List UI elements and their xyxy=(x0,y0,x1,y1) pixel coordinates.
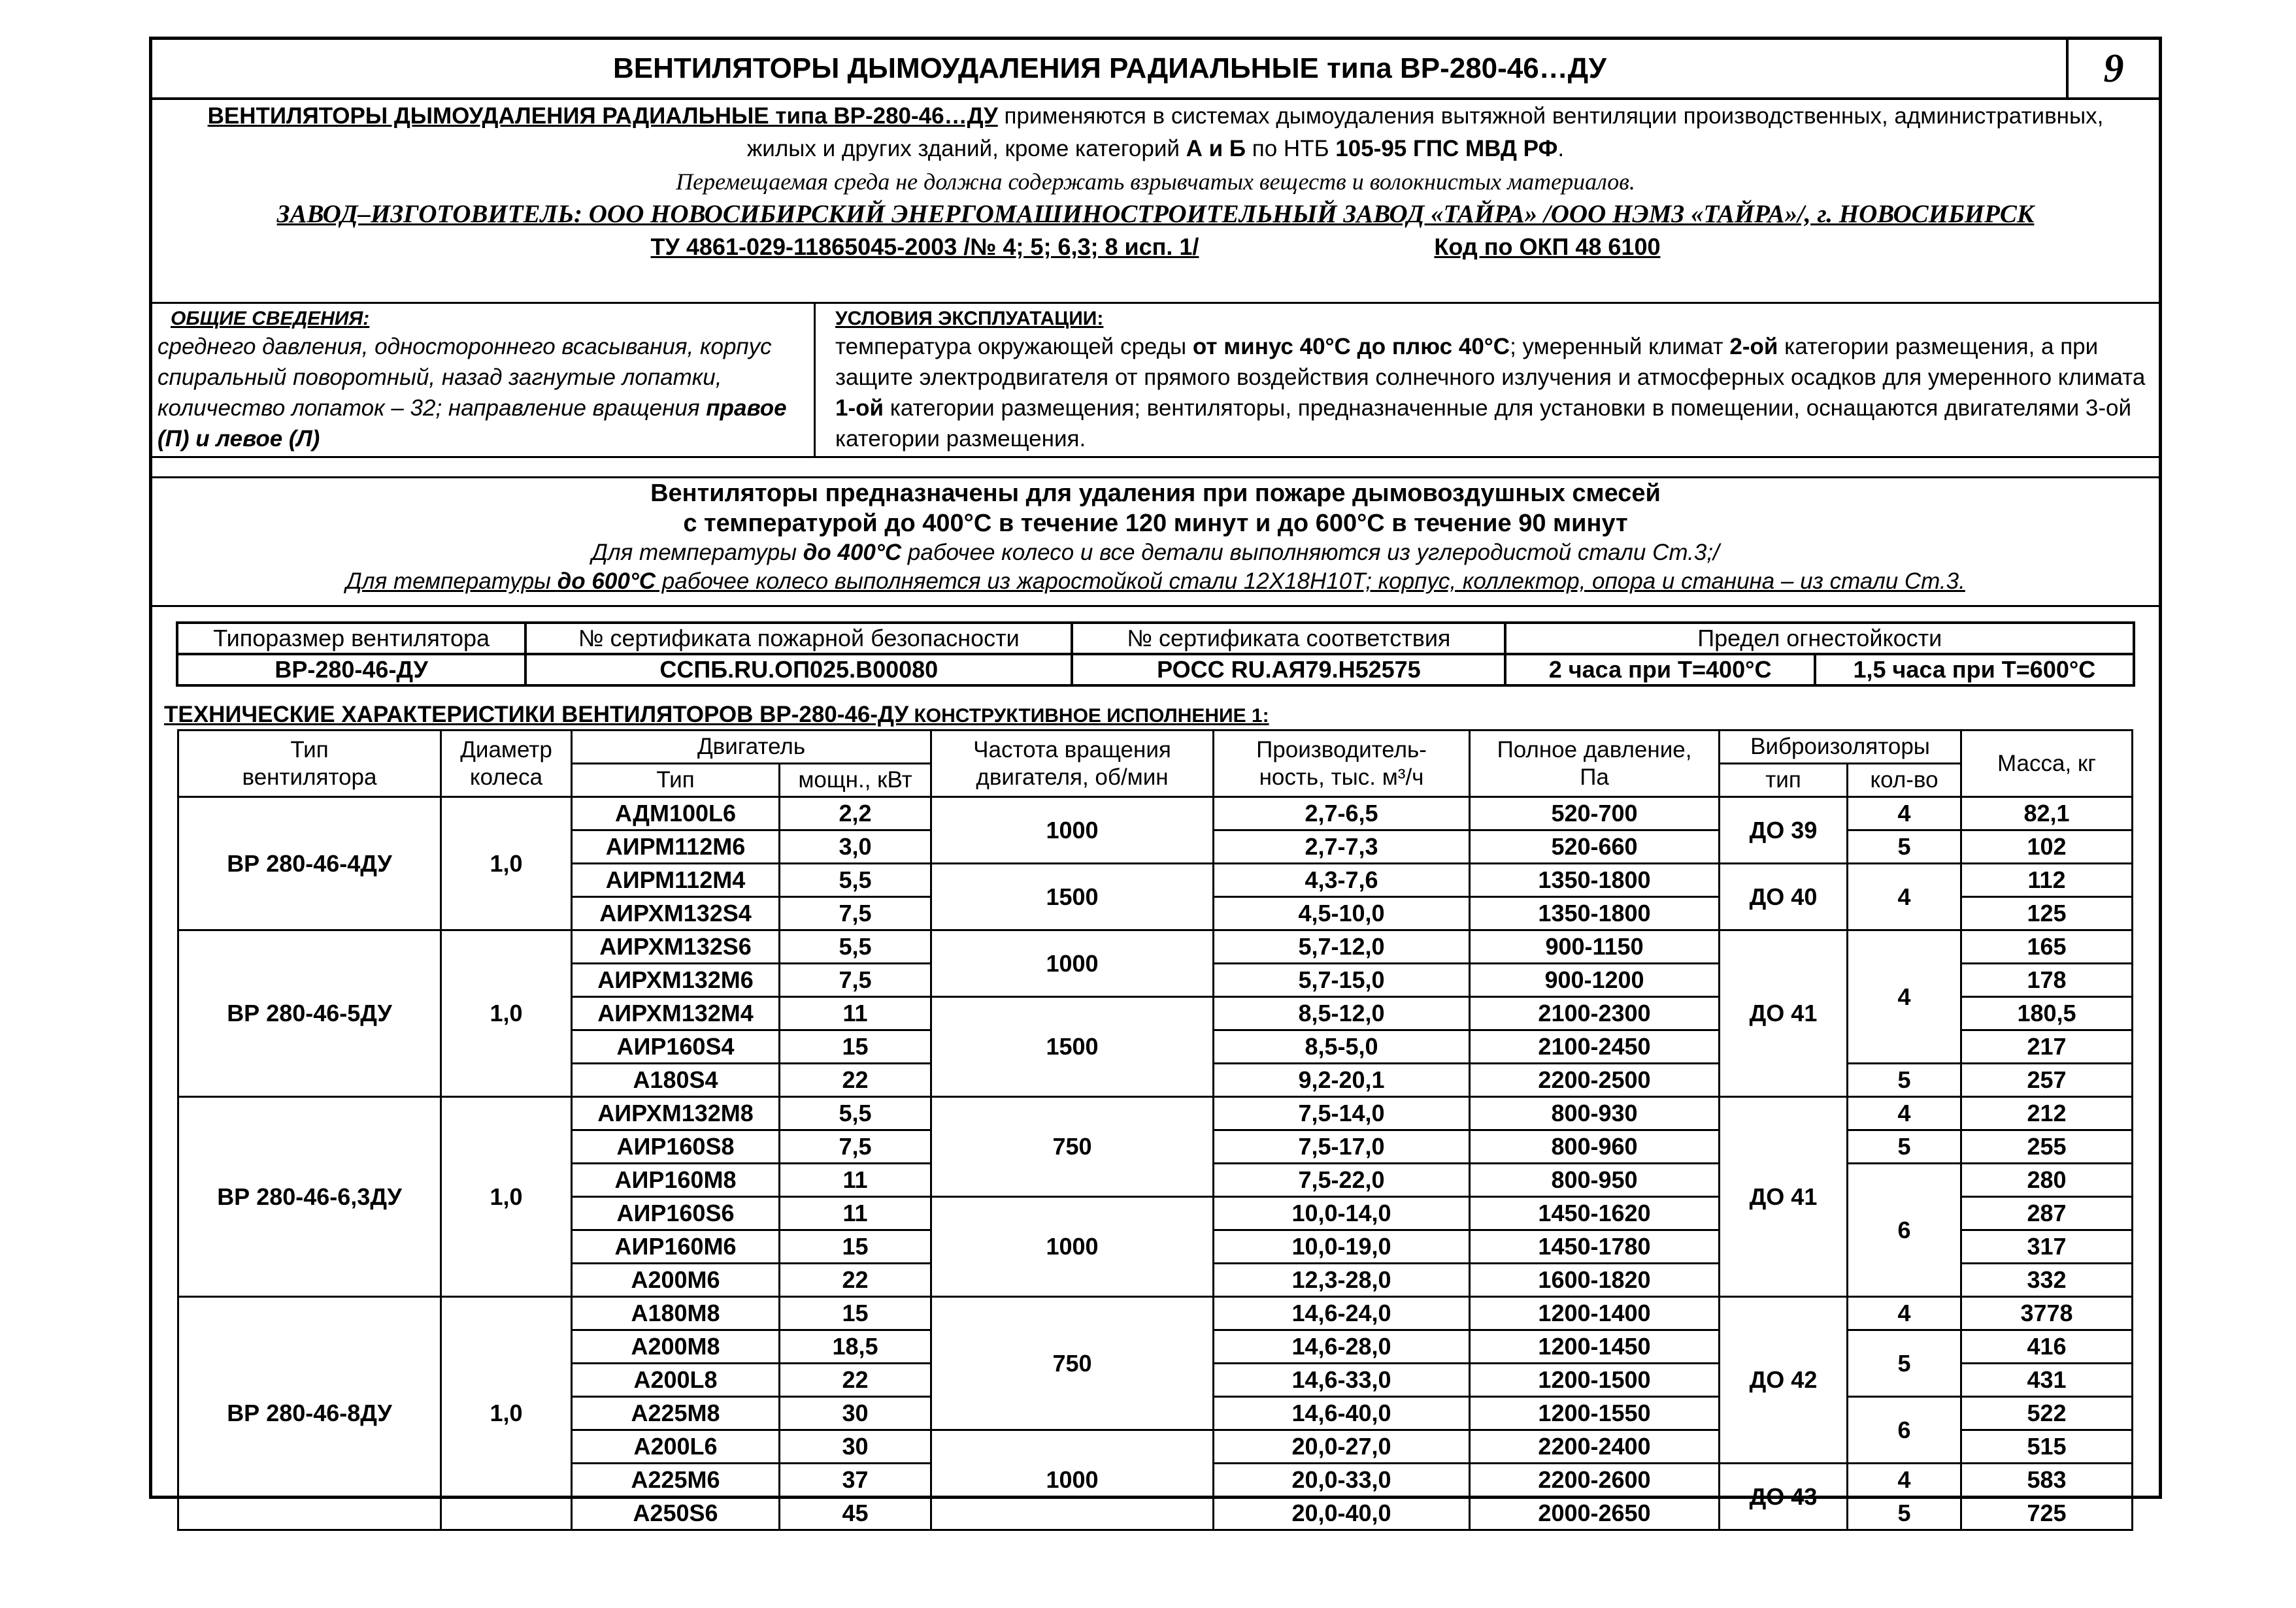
power-cell: 22 xyxy=(780,1264,931,1297)
power-cell: 11 xyxy=(780,1197,931,1230)
motor-cell: АИРХМ132М4 xyxy=(572,997,780,1030)
power-cell: 15 xyxy=(780,1297,931,1330)
motor-cell: А200М6 xyxy=(572,1264,780,1297)
col-mass: Масса, кг xyxy=(1961,730,2133,797)
power-cell: 30 xyxy=(780,1430,931,1464)
general-info xyxy=(158,306,811,454)
intro-text-b: по НТБ xyxy=(1246,136,1336,161)
power-cell: 22 xyxy=(780,1364,931,1397)
mass-cell: 725 xyxy=(1961,1497,2133,1530)
spec-title-suffix: КОНСТРУКТИВНОЕ ИСПОЛНЕНИЕ 1: xyxy=(908,705,1269,727)
pressure-cell: 1600-1820 xyxy=(1470,1264,1720,1297)
speed-cell: 1000 xyxy=(931,1430,1214,1530)
cert-value: ВР-280-46-ДУ xyxy=(177,654,525,685)
mass-cell: 280 xyxy=(1961,1164,2133,1197)
material-600 xyxy=(152,567,2159,596)
col-diameter-b: колеса xyxy=(469,764,543,790)
flow-cell: 5,7-12,0 xyxy=(1214,930,1470,964)
tu-okp-line xyxy=(152,231,2159,263)
power-cell: 5,5 xyxy=(780,864,931,897)
conditions-heading-colon: : xyxy=(1097,308,1104,329)
vibro-qty-cell: 5 xyxy=(1848,1330,1961,1397)
pressure-cell: 1450-1620 xyxy=(1470,1197,1720,1230)
motor-cell: АДМ100L6 xyxy=(572,797,780,830)
certificate-table xyxy=(176,621,2135,687)
col-fan-type-a: Тип xyxy=(290,736,329,763)
flow-cell: 4,5-10,0 xyxy=(1214,897,1470,930)
col-fan-type xyxy=(178,730,441,797)
motor-cell: А180S4 xyxy=(572,1064,780,1097)
power-cell: 11 xyxy=(780,1164,931,1197)
flow-cell: 7,5-14,0 xyxy=(1214,1097,1470,1130)
cert-value: 1,5 часа при Т=600°С xyxy=(1815,654,2134,685)
fan-type-cell: ВР 280-46-8ДУ xyxy=(178,1297,441,1530)
flow-cell: 8,5-12,0 xyxy=(1214,997,1470,1030)
pressure-cell: 900-1150 xyxy=(1470,930,1720,964)
vibro-qty-cell: 4 xyxy=(1848,930,1961,1064)
intro-norm: 105-95 ГПС МВД РФ xyxy=(1335,136,1558,161)
mass-cell: 255 xyxy=(1961,1130,2133,1164)
diameter-cell: 1,0 xyxy=(441,930,572,1097)
motor-cell: АИР160S8 xyxy=(572,1130,780,1164)
diameter-cell: 1,0 xyxy=(441,1097,572,1297)
power-cell: 3,0 xyxy=(780,830,931,864)
pressure-cell: 800-950 xyxy=(1470,1164,1720,1197)
flow-cell: 2,7-6,5 xyxy=(1214,797,1470,830)
cert-value: 2 часа при Т=400°С xyxy=(1505,654,1814,685)
col-vibro: Виброизоляторы xyxy=(1720,730,1961,764)
rotation-direction: правое (П) и левое (Л) xyxy=(158,395,787,451)
power-cell: 22 xyxy=(780,1064,931,1097)
vibro-qty-cell: 6 xyxy=(1848,1397,1961,1464)
mass-cell: 3778 xyxy=(1961,1297,2133,1330)
col-flow-b: ность, тыс. м³/ч xyxy=(1259,764,1424,790)
flow-cell: 8,5-5,0 xyxy=(1214,1030,1470,1064)
motor-cell: АИР160S4 xyxy=(572,1030,780,1064)
mass-cell: 317 xyxy=(1961,1230,2133,1264)
general-heading-text: ОБЩИЕ СВЕДЕНИЯ xyxy=(171,308,363,329)
cond-t1: температура окружающей среды xyxy=(835,334,1193,359)
pressure-cell: 520-700 xyxy=(1470,797,1720,830)
spec-title-main: ТЕХНИЧЕСКИЕ ХАРАКТЕРИСТИКИ ВЕНТИЛЯТОРОВ ВР-280-46-ДУ xyxy=(164,702,909,727)
vibro-qty-cell: 5 xyxy=(1848,1130,1961,1164)
power-cell: 7,5 xyxy=(780,1130,931,1164)
motor-cell: АИРМ112М4 xyxy=(572,864,780,897)
page-title: ВЕНТИЛЯТОРЫ ДЫМОУДАЛЕНИЯ РАДИАЛЬНЫЕ типа ВР-280-46…ДУ xyxy=(612,52,1607,84)
pressure-cell: 2200-2500 xyxy=(1470,1064,1720,1097)
col-flow xyxy=(1214,730,1470,797)
okp-code: Код по ОКП 48 6100 xyxy=(1434,233,1661,260)
flow-cell: 7,5-17,0 xyxy=(1214,1130,1470,1164)
cert-header-row xyxy=(177,623,2134,654)
pressure-cell: 2100-2450 xyxy=(1470,1030,1720,1064)
col-flow-a: Производитель- xyxy=(1256,736,1427,763)
vibro-qty-cell: 4 xyxy=(1848,797,1961,830)
mass-cell: 416 xyxy=(1961,1330,2133,1364)
power-cell: 15 xyxy=(780,1230,931,1264)
power-cell: 37 xyxy=(780,1464,931,1497)
mass-cell: 82,1 xyxy=(1961,797,2133,830)
motor-cell: АИРХМ132S4 xyxy=(572,897,780,930)
power-cell: 15 xyxy=(780,1030,931,1064)
motor-cell: А200L8 xyxy=(572,1364,780,1397)
flow-cell: 10,0-14,0 xyxy=(1214,1197,1470,1230)
vibro-qty-cell: 6 xyxy=(1848,1164,1961,1297)
motor-cell: А225М6 xyxy=(572,1464,780,1497)
pressure-cell: 2200-2600 xyxy=(1470,1464,1720,1497)
fan-type-cell: ВР 280-46-4ДУ xyxy=(178,797,441,930)
mass-cell: 102 xyxy=(1961,830,2133,864)
cond-cat1: 1-ой xyxy=(835,395,884,421)
motor-cell: А200М8 xyxy=(572,1330,780,1364)
flow-cell: 10,0-19,0 xyxy=(1214,1230,1470,1264)
intro-text-c: . xyxy=(1557,136,1565,161)
flow-cell: 14,6-40,0 xyxy=(1214,1397,1470,1430)
spec-title xyxy=(164,702,1269,728)
purpose-section xyxy=(152,476,2159,607)
table-row xyxy=(178,1097,2133,1130)
material-400-c: рабочее колесо и все детали выполняются из углеродистой стали Ст.3;/ xyxy=(901,540,1720,565)
intro-section xyxy=(152,100,2159,304)
flow-cell: 14,6-24,0 xyxy=(1214,1297,1470,1330)
flow-cell: 9,2-20,1 xyxy=(1214,1064,1470,1097)
mass-cell: 257 xyxy=(1961,1064,2133,1097)
pressure-cell: 520-660 xyxy=(1470,830,1720,864)
vibro-qty-cell: 5 xyxy=(1848,830,1961,864)
fan-type-cell: ВР 280-46-5ДУ xyxy=(178,930,441,1097)
pressure-cell: 2200-2400 xyxy=(1470,1430,1720,1464)
pressure-cell: 1200-1400 xyxy=(1470,1297,1720,1330)
mass-cell: 125 xyxy=(1961,897,2133,930)
power-cell: 45 xyxy=(780,1497,931,1530)
col-motor-type: Тип xyxy=(572,764,780,797)
speed-cell: 750 xyxy=(931,1297,1214,1430)
pressure-cell: 1200-1550 xyxy=(1470,1397,1720,1430)
cond-t3: категории размещения, а при защите электродвигателя от прямого воздействия солнечного излучения и атмосферных осадков для умеренного климата xyxy=(835,334,2146,390)
mass-cell: 212 xyxy=(1961,1097,2133,1130)
speed-cell: 750 xyxy=(931,1097,1214,1197)
manufacturer: ЗАВОД–ИЗГОТОВИТЕЛЬ: ООО НОВОСИБИРСКИЙ ЭНЕРГОМАШИНОСТРОИТЕЛЬНЫЙ ЗАВОД «ТАЙРА» /ООО НЭМЗ «ТАЙРА»/, г. НОВОСИБИРСК xyxy=(276,200,2035,228)
mass-cell: 522 xyxy=(1961,1397,2133,1430)
vibro-type-cell: ДО 39 xyxy=(1720,797,1848,864)
vibro-type-cell: ДО 41 xyxy=(1720,930,1848,1097)
power-cell: 5,5 xyxy=(780,1097,931,1130)
pressure-cell: 800-930 xyxy=(1470,1097,1720,1130)
col-speed-a: Частота вращения xyxy=(973,736,1171,763)
motor-cell: АИР160S6 xyxy=(572,1197,780,1230)
speed-cell: 1500 xyxy=(931,864,1214,930)
conditions-text xyxy=(835,331,2159,454)
mass-cell: 178 xyxy=(1961,964,2133,997)
material-400 xyxy=(152,538,2159,567)
cert-value: РОСС RU.АЯ79.Н52575 xyxy=(1072,654,1505,685)
col-diameter xyxy=(441,730,572,797)
speed-cell: 1000 xyxy=(931,1197,1214,1297)
vibro-type-cell: ДО 40 xyxy=(1720,864,1848,930)
pressure-cell: 1450-1780 xyxy=(1470,1230,1720,1264)
vibro-type-cell: ДО 42 xyxy=(1720,1297,1848,1464)
motor-cell: АИР160М6 xyxy=(572,1230,780,1264)
flow-cell: 20,0-33,0 xyxy=(1214,1464,1470,1497)
motor-cell: А180М8 xyxy=(572,1297,780,1330)
vibro-qty-cell: 5 xyxy=(1848,1497,1961,1530)
power-cell: 30 xyxy=(780,1397,931,1430)
col-speed xyxy=(931,730,1214,797)
col-motor-power: мощн., кВт xyxy=(780,764,931,797)
flow-cell: 20,0-27,0 xyxy=(1214,1430,1470,1464)
spec-table xyxy=(177,729,2133,1531)
vibro-type-cell: ДО 43 xyxy=(1720,1464,1848,1530)
operating-conditions xyxy=(814,304,2159,456)
vibro-qty-cell: 4 xyxy=(1848,1297,1961,1330)
motor-cell: АИРХМ132М8 xyxy=(572,1097,780,1130)
motor-cell: АИР160М8 xyxy=(572,1164,780,1197)
motor-cell: АИРХМ132М6 xyxy=(572,964,780,997)
diameter-cell: 1,0 xyxy=(441,797,572,930)
diameter-cell: 1,0 xyxy=(441,1297,572,1530)
motor-cell: А250S6 xyxy=(572,1497,780,1530)
motor-cell: АИРМ112М6 xyxy=(572,830,780,864)
col-fan-type-b: вентилятора xyxy=(242,764,377,790)
motor-cell: А225М8 xyxy=(572,1397,780,1430)
speed-cell: 1000 xyxy=(931,930,1214,997)
general-heading-colon: : xyxy=(363,308,370,329)
power-cell: 11 xyxy=(780,997,931,1030)
cond-cat2: 2-ой xyxy=(1729,334,1778,359)
material-600-a: Для температуры xyxy=(346,568,557,594)
material-400-a: Для температуры xyxy=(591,540,803,565)
table-row xyxy=(178,797,2133,830)
intro-text-a: применяются в системах дымоудаления вытяжной вентиляции производственных, административных, жилых и других зданий, кроме категорий xyxy=(746,103,2104,161)
general-body: среднего давления, одностороннего всасывания, корпус спиральный поворотный, назад загнутые лопатки, количество лопаток – 32; направление вращения xyxy=(158,334,772,421)
flow-cell: 14,6-33,0 xyxy=(1214,1364,1470,1397)
motor-cell: А200L6 xyxy=(572,1430,780,1464)
conditions-heading-text: УСЛОВИЯ ЭКСПЛУАТАЦИИ xyxy=(835,308,1097,329)
cert-header: № сертификата пожарной безопасности xyxy=(525,623,1072,654)
general-heading xyxy=(171,306,811,331)
mass-cell: 583 xyxy=(1961,1464,2133,1497)
vibro-qty-cell: 4 xyxy=(1848,1464,1961,1497)
speed-cell: 1000 xyxy=(931,797,1214,864)
document-sheet xyxy=(149,37,2162,1526)
col-vibro-qty: кол-во xyxy=(1848,764,1961,797)
pressure-cell: 2000-2650 xyxy=(1470,1497,1720,1530)
cond-t2: ; умеренный климат xyxy=(1510,334,1730,359)
flow-cell: 14,6-28,0 xyxy=(1214,1330,1470,1364)
mass-cell: 287 xyxy=(1961,1197,2133,1230)
vibro-qty-cell: 5 xyxy=(1848,1064,1961,1097)
medium-note: Перемещаемая среда не должна содержать взрывчатых веществ и волокнистых материалов. xyxy=(676,169,1635,195)
cond-t4: категории размещения; вентиляторы, предназначенные для установки в помещении, оснащаются двигателями 3-ой категории размещения. xyxy=(835,395,2132,451)
pressure-cell: 800-960 xyxy=(1470,1130,1720,1164)
mass-cell: 180,5 xyxy=(1961,997,2133,1030)
flow-cell: 20,0-40,0 xyxy=(1214,1497,1470,1530)
purpose-line-2: с температурой до 400°С в течение 120 минут и до 600°С в течение 90 минут xyxy=(683,510,1628,537)
mass-cell: 332 xyxy=(1961,1264,2133,1297)
mass-cell: 431 xyxy=(1961,1364,2133,1397)
flow-cell: 2,7-7,3 xyxy=(1214,830,1470,864)
power-cell: 7,5 xyxy=(780,897,931,930)
cert-header: Типоразмер вентилятора xyxy=(177,623,525,654)
flow-cell: 5,7-15,0 xyxy=(1214,964,1470,997)
vibro-qty-cell: 4 xyxy=(1848,1097,1961,1130)
page-number: 9 xyxy=(2066,40,2159,97)
mass-cell: 217 xyxy=(1961,1030,2133,1064)
pressure-cell: 900-1200 xyxy=(1470,964,1720,997)
cert-value: ССПБ.RU.ОП025.В00080 xyxy=(525,654,1072,685)
pressure-cell: 1350-1800 xyxy=(1470,897,1720,930)
fan-type-cell: ВР 280-46-6,3ДУ xyxy=(178,1097,441,1297)
intro-description xyxy=(152,100,2159,165)
spec-header-row-1 xyxy=(178,730,2133,764)
power-cell: 7,5 xyxy=(780,964,931,997)
cert-value-row xyxy=(177,654,2134,685)
vibro-type-cell: ДО 41 xyxy=(1720,1097,1848,1297)
flow-cell: 4,3-7,6 xyxy=(1214,864,1470,897)
mass-cell: 515 xyxy=(1961,1430,2133,1464)
purpose-line-1: Вентиляторы предназначены для удаления при пожаре дымовоздушных смесей xyxy=(650,480,1661,507)
mass-cell: 112 xyxy=(1961,864,2133,897)
flow-cell: 12,3-28,0 xyxy=(1214,1264,1470,1297)
tu-code: ТУ 4861-029-11865045-2003 /№ 4; 5; 6,3; 8 исп. 1/ xyxy=(650,233,1199,260)
pressure-cell: 1350-1800 xyxy=(1470,864,1720,897)
power-cell: 18,5 xyxy=(780,1330,931,1364)
col-speed-b: двигателя, об/мин xyxy=(976,764,1169,790)
material-600-c: рабочее колесо выполняется из жаростойкой стали 12Х18Н10Т; корпус, коллектор, опора и станина – из стали Ст.3. xyxy=(656,568,1965,594)
material-600-b: до 600°С xyxy=(557,568,656,594)
col-motor: Двигатель xyxy=(572,730,931,764)
col-pressure-a: Полное давление, xyxy=(1497,736,1692,763)
motor-cell: АИРХМ132S6 xyxy=(572,930,780,964)
flow-cell: 7,5-22,0 xyxy=(1214,1164,1470,1197)
power-cell: 2,2 xyxy=(780,797,931,830)
temp-range: от минус 40°С до плюс 40°С xyxy=(1192,334,1510,359)
mass-cell: 165 xyxy=(1961,930,2133,964)
col-pressure-b: Па xyxy=(1580,764,1609,790)
cert-header: № сертификата соответствия xyxy=(1072,623,1505,654)
conditions-heading xyxy=(835,306,2159,331)
pressure-cell: 2100-2300 xyxy=(1470,997,1720,1030)
speed-cell: 1500 xyxy=(931,997,1214,1097)
power-cell: 5,5 xyxy=(780,930,931,964)
table-row xyxy=(178,1297,2133,1330)
col-pressure xyxy=(1470,730,1720,797)
title-row xyxy=(152,40,2159,100)
col-vibro-type: тип xyxy=(1720,764,1848,797)
general-text xyxy=(158,331,811,454)
cert-header: Предел огнестойкости xyxy=(1505,623,2134,654)
table-row xyxy=(178,930,2133,964)
info-columns xyxy=(152,304,2159,458)
intro-lead: ВЕНТИЛЯТОРЫ ДЫМОУДАЛЕНИЯ РАДИАЛЬНЫЕ типа ВР-280-46…ДУ xyxy=(207,103,998,129)
material-400-b: до 400°С xyxy=(803,540,902,565)
pressure-cell: 1200-1500 xyxy=(1470,1364,1720,1397)
col-diameter-a: Диаметр xyxy=(460,736,552,763)
vibro-qty-cell: 4 xyxy=(1848,864,1961,930)
pressure-cell: 1200-1450 xyxy=(1470,1330,1720,1364)
intro-categories: А и Б xyxy=(1186,136,1246,161)
